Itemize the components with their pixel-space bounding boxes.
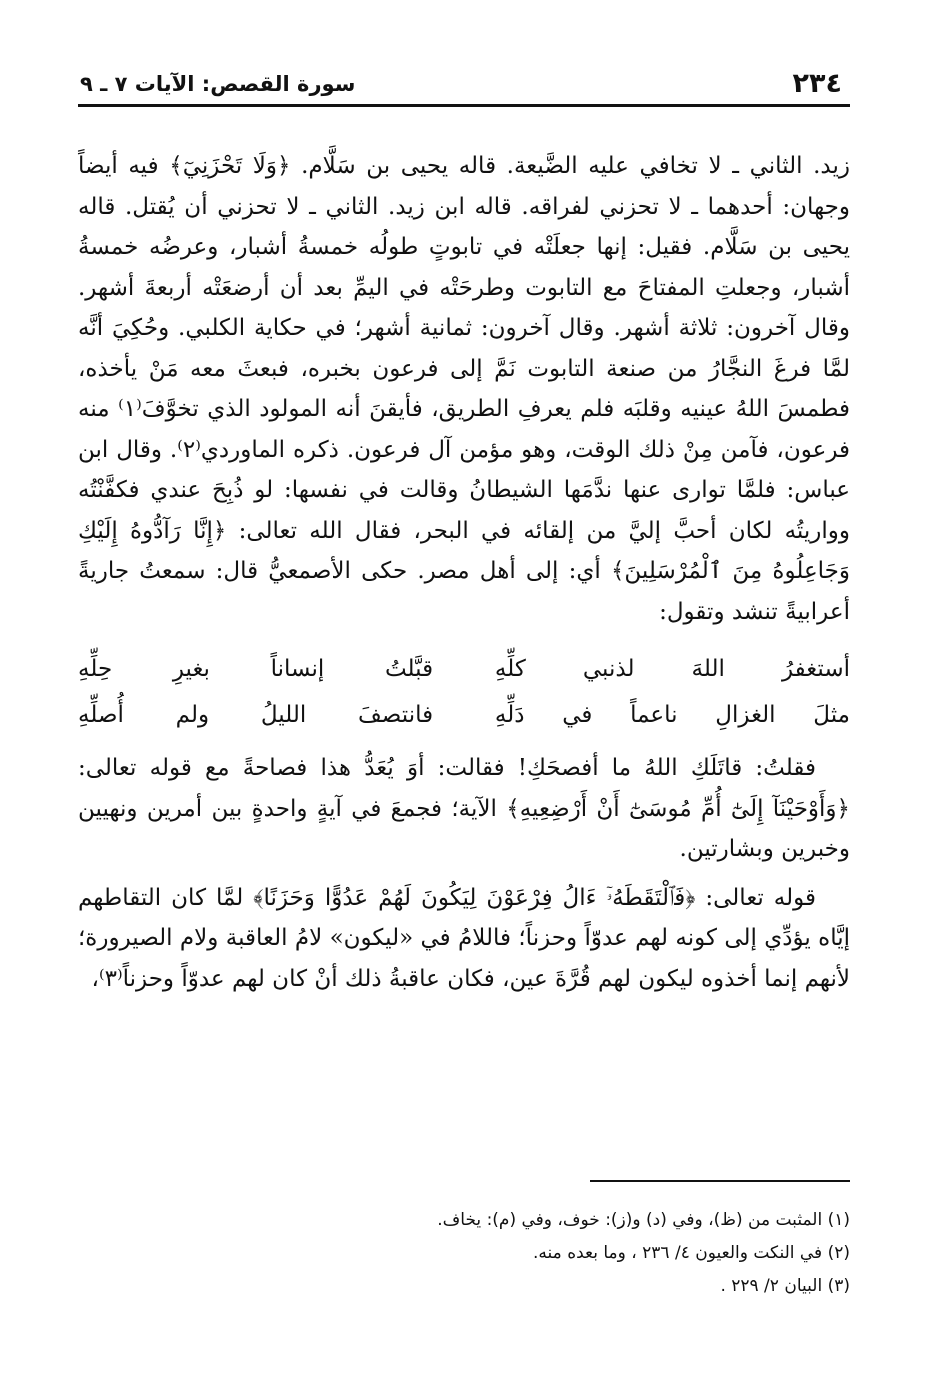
poem-verse-2 (78, 692, 850, 738)
poem-hemistich: قبَّلتُ إنساناً بغيرِ حِلِّهِ (78, 656, 434, 682)
footnote-2: (٢) في النكت والعيون ٤/ ٢٣٦ ، وما بعده منه. (533, 1243, 850, 1263)
main-text (78, 146, 850, 999)
running-title: سورة القصص: الآيات ٧ ـ ٩ (80, 72, 356, 96)
paragraph-1: زيد. الثاني ـ لا تخافي عليه الضَّيعة. قاله يحيى بن سَلَّام. ﴿وَلَا تَحْزَنِيٓ﴾ فيه أيضاً وجهان: أحدهما ـ لا تحزني لفراقه. قاله ابن زيد. الثاني ـ لا تحزني أن يُقتل. قاله يحيى بن سَلَّام. فقيل: إنها جعلَتْه في تابوتٍ طولُه خمسةُ أشبار، وعرضُه خمسةُ أشبار، وجعلتِ المفتاحَ مع التابوت وطرحَتْه في اليمِّ بعد أن أرضعَتْه أربعةَ أشهر. وقال آخرون: ثلاثة أشهر. وقال آخرون: ثمانية أشهر؛ في حكاية الكلبي. وحُكِيَ أنَّه لمَّا فرغَ النجَّارُ من صنعة التابوت نَمَّ إلى فرعون بخبره، فبعثَ معه مَنْ يأخذه، فطمسَ اللهُ عينيه وقلبَه فلم يعرفِ الطريق، فأيقنَ أنه المولود الذي تخوَّفَ⁽١⁾ منه فرعون، فآمن مِنْ ذلك الوقت، وهو مؤمن آل فرعون. ذكره الماوردي⁽٢⁾. وقال ابن عباس: فلمَّا توارى عنها ندَّمَها الشيطانُ وقالت في نفسها: لو ذُبِحَ عندي فكفَّنْتُه وواريتُه لكان أحبَّ إليَّ من إلقائه في البحر، فقال الله تعالى: ﴿إِنَّا رَآدُّوهُ إِلَيْكِ وَجَاعِلُوهُ مِنَ ٱلْمُرْسَلِينَ﴾ أي: إلى أهل مصر. حكى الأصمعيُّ قال: سمعتُ جاريةً أعرابيةً تنشد وتقول: (78, 153, 851, 625)
poem-hemistich: فانتصفَ الليلُ ولم أُصلِّهِ (78, 702, 434, 728)
footnote-separator (590, 1180, 850, 1182)
book-page (70, 0, 852, 1386)
page-header (70, 68, 852, 100)
poem-verse-1 (78, 646, 850, 692)
footnote-1: (١) المثبت من (ظ)، وفي (د) و(ز): خوف، وفي (م): يخاف. (437, 1210, 850, 1230)
footnote-3: (٣) البيان ٢/ ٢٢٩ . (720, 1276, 850, 1296)
header-rule (78, 104, 850, 107)
footnotes (78, 1204, 850, 1303)
poem (78, 646, 850, 738)
paragraph-2: فقلتُ: قاتَلَكِ اللهُ ما أفصحَكِ! فقالت: أوَ يُعَدُّ هذا فصاحةً مع قوله تعالى: ﴿وَأَوْحَيْنَآ إِلَىٰٓ أُمِّ مُوسَىٰٓ أَنْ أَرْضِعِيهِ﴾ الآية؛ فجمعَ في آيةٍ واحدةٍ بين أمرين ونهيين وخبرين وبشارتين. (78, 755, 850, 862)
poem-hemistich: مثلَ الغزالِ ناعماً في دَلِّهِ (494, 702, 850, 728)
poem-hemistich: أستغفرُ اللهَ لذنبي كلِّهِ (494, 656, 850, 682)
paragraph-3: قوله تعالى: ﴿فَٱلْتَقَطَهُۥٓ ءَالُ فِرْعَوْنَ لِيَكُونَ لَهُمْ عَدُوًّا وَحَزَنًا﴾ لمَّا كان التقاطهم إيَّاه يؤدِّي إلى كونه لهم عدوّاً وحزناً؛ فاللامُ في «ليكون» لامُ العاقبة ولام الصيرورة؛ لأنهم إنما أخذوه ليكون لهم قُرَّةَ عين، فكان عاقبةُ ذلك أنْ كان لهم عدوّاً وحزناً⁽٣⁾، (78, 884, 850, 992)
page-number: ٢٣٤ (792, 68, 842, 99)
